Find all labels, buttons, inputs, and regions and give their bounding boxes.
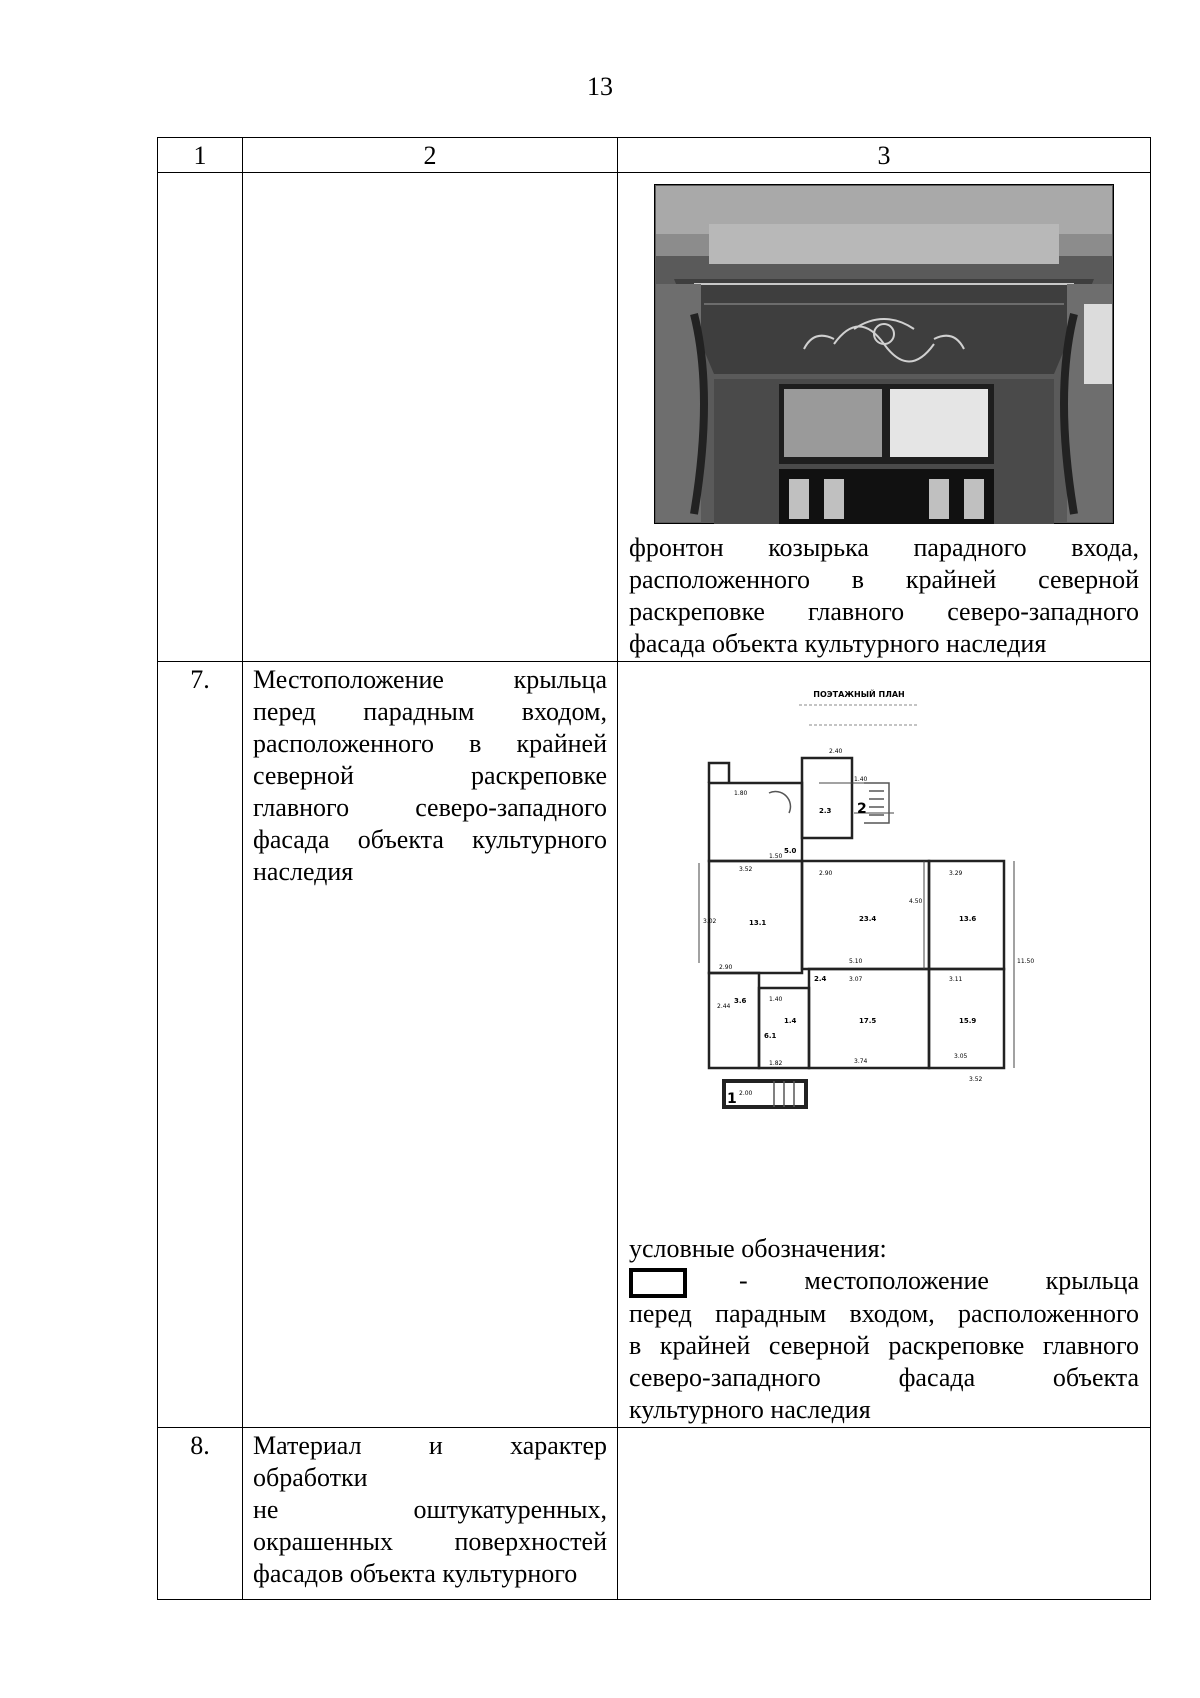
column-header-1: 1 — [158, 138, 243, 173]
caption-line: раскреповке главного северо-западного — [629, 597, 1139, 626]
room-area: 15.9 — [959, 1017, 977, 1025]
table-row-continued — [158, 173, 1151, 662]
table-header-row — [158, 138, 1151, 173]
plan-dim: 2.90 — [819, 870, 833, 877]
plan-dim: 1.80 — [734, 790, 748, 797]
caption-line: фронтон козырька парадного входа, — [629, 533, 1139, 562]
plan-dim: 2.40 — [829, 748, 843, 755]
description-line: обработки — [253, 1463, 368, 1493]
row-description-cell — [243, 173, 618, 662]
description-line: Материал и характер — [253, 1431, 607, 1461]
plan-marker: 1 — [727, 1091, 737, 1107]
row-number: 7. — [158, 662, 243, 1428]
row-image-cell — [618, 1428, 1151, 1600]
plan-dim: 3.05 — [954, 1053, 968, 1060]
description-line: расположенного в крайней — [253, 729, 607, 758]
plan-dim: 2.44 — [717, 1003, 731, 1010]
plan-dim: 5.10 — [849, 958, 863, 965]
room-area: 5.0 — [784, 847, 797, 855]
description-line: Местоположение крыльца — [253, 665, 607, 694]
plan-dim: 3.29 — [949, 870, 963, 877]
plan-dim: 3.11 — [949, 976, 963, 983]
heritage-table — [157, 137, 1151, 1600]
plan-dim: 3.52 — [739, 866, 753, 873]
caption-line: расположенного в крайней северной — [629, 565, 1139, 594]
floor-plan-container — [619, 663, 1149, 1233]
plan-legend — [619, 1233, 1149, 1426]
description-line: окрашенных поверхностей — [253, 1527, 607, 1557]
row-description — [243, 662, 618, 1428]
plan-dim: 1.40 — [854, 776, 868, 783]
photo-caption — [619, 532, 1149, 660]
legend-title: условные обозначения: — [629, 1234, 887, 1263]
plan-dim: 1.82 — [769, 1060, 783, 1067]
plan-dim: 11.50 — [1017, 958, 1035, 965]
description-line: фасада объекта культурного — [253, 825, 607, 854]
table-row-8 — [158, 1428, 1151, 1600]
floor-plan-drawing — [619, 663, 1151, 1233]
room-area: 17.5 — [859, 1017, 877, 1025]
photo-cell — [618, 173, 1151, 662]
page-number: 13 — [587, 72, 613, 101]
plan-dim: 1.50 — [769, 853, 783, 860]
legend-line: культурного наследия — [629, 1395, 871, 1425]
room-area: 3.6 — [734, 997, 747, 1005]
plan-dim: 4.50 — [909, 898, 923, 905]
row-number-cell — [158, 173, 243, 662]
plan-dim: 3.52 — [969, 1076, 983, 1083]
description-line: перед парадным входом, — [253, 697, 607, 726]
canopy-photo-container — [619, 174, 1149, 532]
plan-marker: 2 — [857, 801, 867, 817]
plan-title: ПОЭТАЖНЫЙ ПЛАН — [813, 690, 905, 699]
plan-dim: 3.02 — [703, 918, 717, 925]
room-area: 2.4 — [814, 975, 827, 983]
plan-dim: 2.00 — [739, 1090, 753, 1097]
plan-dim: 3.07 — [849, 976, 863, 983]
plan-dim: 2.90 — [719, 964, 733, 971]
room-area: 6.1 — [764, 1032, 777, 1040]
description-line: главного северо-западного — [253, 793, 607, 822]
column-header-2: 2 — [243, 138, 618, 173]
description-line: фасадов объекта культурного — [253, 1559, 578, 1589]
room-area: 13.6 — [959, 915, 977, 923]
legend-line: северо-западного фасада объекта — [629, 1363, 1139, 1393]
legend-line: в крайней северной раскреповке главного — [629, 1331, 1139, 1361]
caption-line: фасада объекта культурного наследия — [629, 629, 1047, 658]
legend-rectangle-icon — [629, 1268, 687, 1298]
room-area: 13.1 — [749, 919, 767, 927]
plan-dim: 1.40 — [769, 996, 783, 1003]
room-area: 23.4 — [859, 915, 877, 923]
row-description — [243, 1428, 618, 1600]
description-line: наследия — [253, 857, 354, 886]
column-header-3: 3 — [618, 138, 1151, 173]
legend-line: перед парадным входом, расположенного — [629, 1299, 1139, 1329]
plan-dim: 3.74 — [854, 1058, 868, 1065]
room-area: 2.3 — [819, 807, 832, 815]
description-line: северной раскреповке — [253, 761, 607, 790]
table-row-7 — [158, 662, 1151, 1428]
canopy-photo — [654, 184, 1114, 524]
floor-plan-cell — [618, 662, 1151, 1428]
room-area: 1.4 — [784, 1017, 797, 1025]
description-line: не оштукатуренных, — [253, 1495, 607, 1525]
row-number: 8. — [158, 1428, 243, 1600]
legend-line: - местоположение крыльца — [629, 1265, 1139, 1298]
